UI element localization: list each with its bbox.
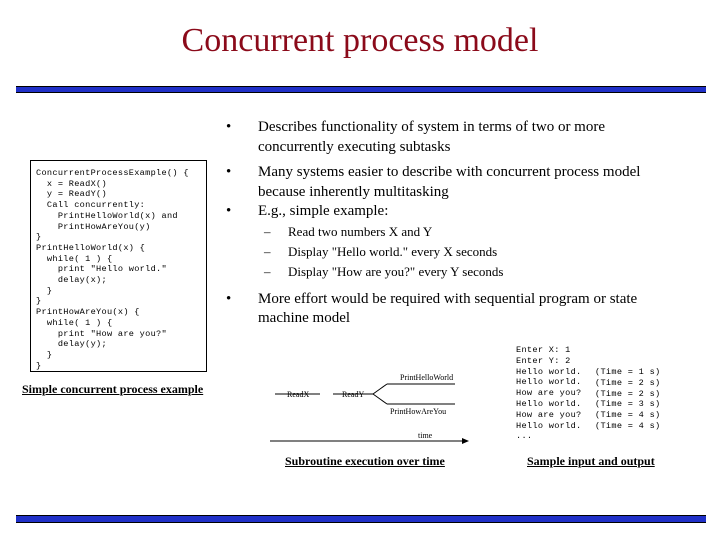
text-line: (Time = 1 s) [595, 367, 661, 377]
readx-label: ReadX [287, 390, 310, 399]
top-divider-bar [16, 86, 706, 93]
bottom-divider-bar [16, 515, 706, 523]
bullet-icon: • [226, 290, 232, 307]
sub-bullet-item [226, 222, 666, 242]
text-line: Hello world. [516, 366, 582, 377]
fork-up-line [373, 384, 387, 394]
code-caption: Simple concurrent process example [22, 382, 204, 396]
text-line: PrintHelloWorld(x) and [36, 210, 178, 221]
text-line: Enter Y: 2 [516, 355, 571, 366]
text-line: } [36, 296, 42, 307]
text-line: Call concurrently: [36, 200, 146, 211]
text-line: Hello world. [516, 398, 582, 409]
time-label: time [418, 431, 433, 440]
dash-icon: – [264, 263, 271, 279]
text-line: ... [516, 431, 533, 442]
ready-label: ReadY [342, 390, 365, 399]
time-arrow-icon [462, 438, 469, 444]
print-hello-label: PrintHelloWorld [400, 373, 454, 382]
text-line: print "How are you?" [36, 328, 167, 339]
sub-bullet-item [226, 262, 666, 282]
bullet-icon: • [226, 164, 232, 180]
bullet-item [226, 290, 666, 329]
text-line: } [36, 285, 53, 296]
sub-bullet-text: Display "Hello world." every X seconds [288, 243, 498, 259]
bullet-text: E.g., simple example: [258, 203, 389, 219]
slide-title: Concurrent process model [181, 22, 539, 59]
bullet-text: More effort would be required with sequential program or state machine model [258, 290, 638, 326]
sample-output-lines [516, 345, 582, 442]
text-line: } [36, 232, 42, 243]
text-line: How are you? [516, 388, 582, 399]
text-line: } [36, 349, 53, 360]
diagram-caption: Subroutine execution over time [285, 454, 445, 468]
text-line: (Time = 3 s) [595, 399, 661, 410]
bullet-text: Many systems easier to describe with concurrent process model because inherently multitasking [258, 164, 641, 200]
text-line: ConcurrentProcessExample() { [36, 168, 189, 178]
sub-bullet-item [226, 242, 666, 262]
bullet-item [226, 202, 666, 222]
text-line: (Time = 2 s) [595, 388, 661, 399]
text-line: delay(y); [36, 339, 107, 350]
text-line: print "Hello world." [36, 264, 167, 275]
bullet-list [226, 118, 666, 329]
bullet-text: Describes functionality of system in terms of two or more concurrently executing subtasks [258, 119, 606, 155]
text-line: PrintHowAreYou(x) { [36, 307, 140, 318]
text-line: } [36, 360, 42, 371]
text-line: PrintHelloWorld(x) { [36, 242, 146, 253]
print-how-label: PrintHowAreYou [390, 407, 447, 416]
text-line: PrintHowAreYou(y) [36, 221, 151, 232]
text-line: while( 1 ) { [36, 317, 113, 328]
sample-caption: Sample input and output [527, 454, 655, 468]
dash-icon: – [264, 243, 271, 259]
text-line: y = ReadY() [36, 189, 107, 200]
text-line: Enter X: 1 [516, 345, 571, 355]
bullet-item [226, 118, 666, 157]
text-line: while( 1 ) { [36, 253, 113, 264]
bullet-item [226, 163, 666, 202]
sub-bullet-text: Display "How are you?" every Y seconds [288, 263, 504, 279]
bullet-icon: • [226, 203, 232, 219]
fork-down-line [373, 394, 387, 404]
bullet-icon: • [226, 119, 232, 135]
text-line: delay(x); [36, 275, 107, 286]
text-line: (Time = 4 s) [595, 420, 661, 431]
text-line: (Time = 2 s) [595, 377, 661, 388]
text-line: How are you? [516, 409, 582, 420]
dash-icon: – [264, 223, 271, 239]
text-line: (Time = 4 s) [595, 410, 661, 421]
code-listing [36, 168, 189, 371]
sample-time-lines [595, 367, 661, 432]
execution-timeline-diagram [255, 355, 470, 450]
sub-bullet-text: Read two numbers X and Y [288, 223, 433, 239]
text-line: Hello world. [516, 420, 582, 431]
text-line: x = ReadX() [36, 178, 107, 189]
text-line: Hello world. [516, 377, 582, 388]
